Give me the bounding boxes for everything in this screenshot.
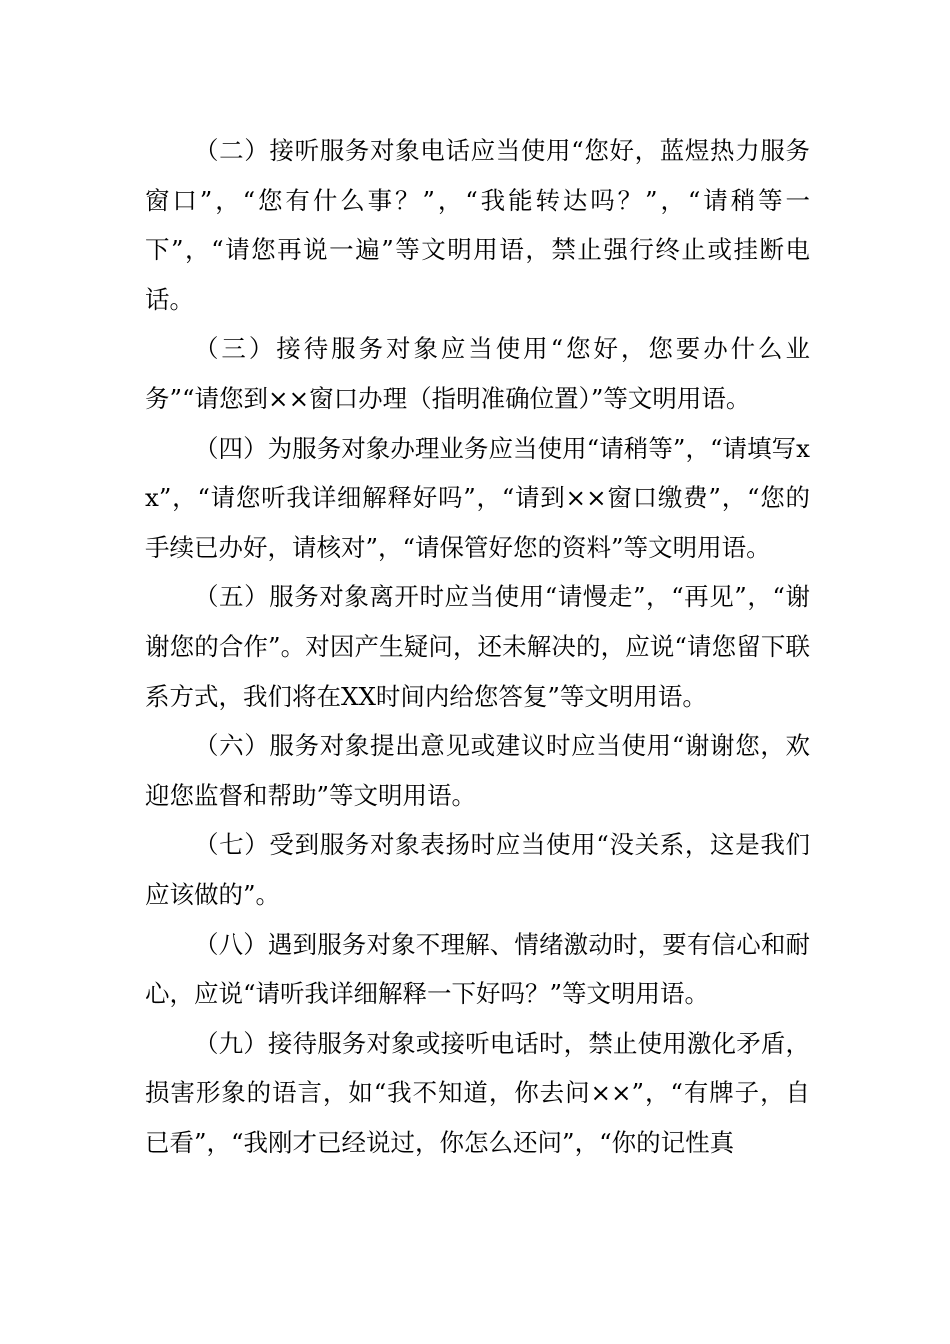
paragraph-8: （八）遇到服务对象不理解、情绪激动时，要有信心和耐心，应说“请听我详细解释一下好吗？”等文明用语。: [145, 929, 810, 1009]
paragraph-2: （二）接听服务对象电话应当使用“您好，蓝煜热力服务窗口”，“您有什么事？”，“我能转达吗？”，“请稍等一下”，“请您再说一遍”等文明用语，禁止强行终止或挂断电话。: [145, 136, 810, 314]
paragraph-3: （三）接待服务对象应当使用“您好，您要办什么业务”“请您到××窗口办理（指明准确位置）”等文明用语。: [145, 334, 810, 413]
paragraph-5: （五）服务对象离开时应当使用“请慢走”，“再见”，“谢谢您的合作”。对因产生疑问，还未解决的，应说“请您留下联系方式，我们将在XX时间内给您答复”等文明用语。: [145, 582, 810, 711]
paragraph-6: （六）服务对象提出意见或建议时应当使用“谢谢您，欢迎您监督和帮助”等文明用语。: [145, 731, 810, 810]
document-body: [145, 126, 810, 1167]
paragraph-4: （四）为服务对象办理业务应当使用“请稍等”，“请填写xx”，“请您听我详细解释好吗”，“请到××窗口缴费”，“您的手续已办好，请核对”，“请保管好您的资料”等文明用语。: [145, 433, 810, 562]
paragraph-7: （七）受到服务对象表扬时应当使用“没关系，这是我们应该做的”。: [145, 830, 810, 909]
paragraph-9: （九）接待服务对象或接听电话时，禁止使用激化矛盾，损害形象的语言，如“我不知道，你去问××”，“有牌子，自已看”，“我刚才已经说过，你怎么还问”，“你的记性真: [145, 1028, 810, 1157]
